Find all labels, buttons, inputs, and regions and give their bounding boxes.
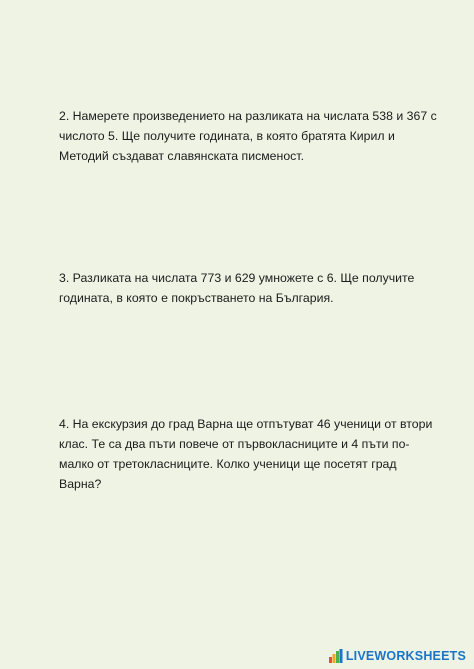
- problem-text-line: Методий създават славянската писменост.: [59, 149, 304, 163]
- problem-text-line: 4. На екскурзия до град Варна ще отпътуват 46 ученици от втори: [59, 417, 433, 431]
- problem-4: [59, 414, 433, 494]
- problem-text-line: числото 5. Ще получите годината, в която братята Кирил и: [59, 129, 395, 143]
- problem-text-line: Варна?: [59, 477, 102, 491]
- problem-3: [59, 268, 421, 308]
- problem-2: [59, 106, 437, 166]
- liveworksheets-logo[interactable]: [329, 648, 466, 664]
- problem-text-line: 2. Намерете произведението на разликата на числата 538 и 367 с: [59, 109, 437, 123]
- liveworksheets-logo-icon: [329, 649, 343, 663]
- problem-text-line: 3. Разликата на числата 773 и 629 умножете с 6. Ще получите: [59, 271, 415, 285]
- problem-text-line: годината, в която е покръстването на България.: [59, 291, 334, 305]
- problem-text-line: малко от третокласниците. Колко ученици ще посетят град: [59, 457, 397, 471]
- logo-text: LIVEWORKSHEETS: [345, 649, 466, 663]
- problem-text-line: клас. Те са два пъти повече от първокласниците и 4 пъти по-: [59, 437, 410, 451]
